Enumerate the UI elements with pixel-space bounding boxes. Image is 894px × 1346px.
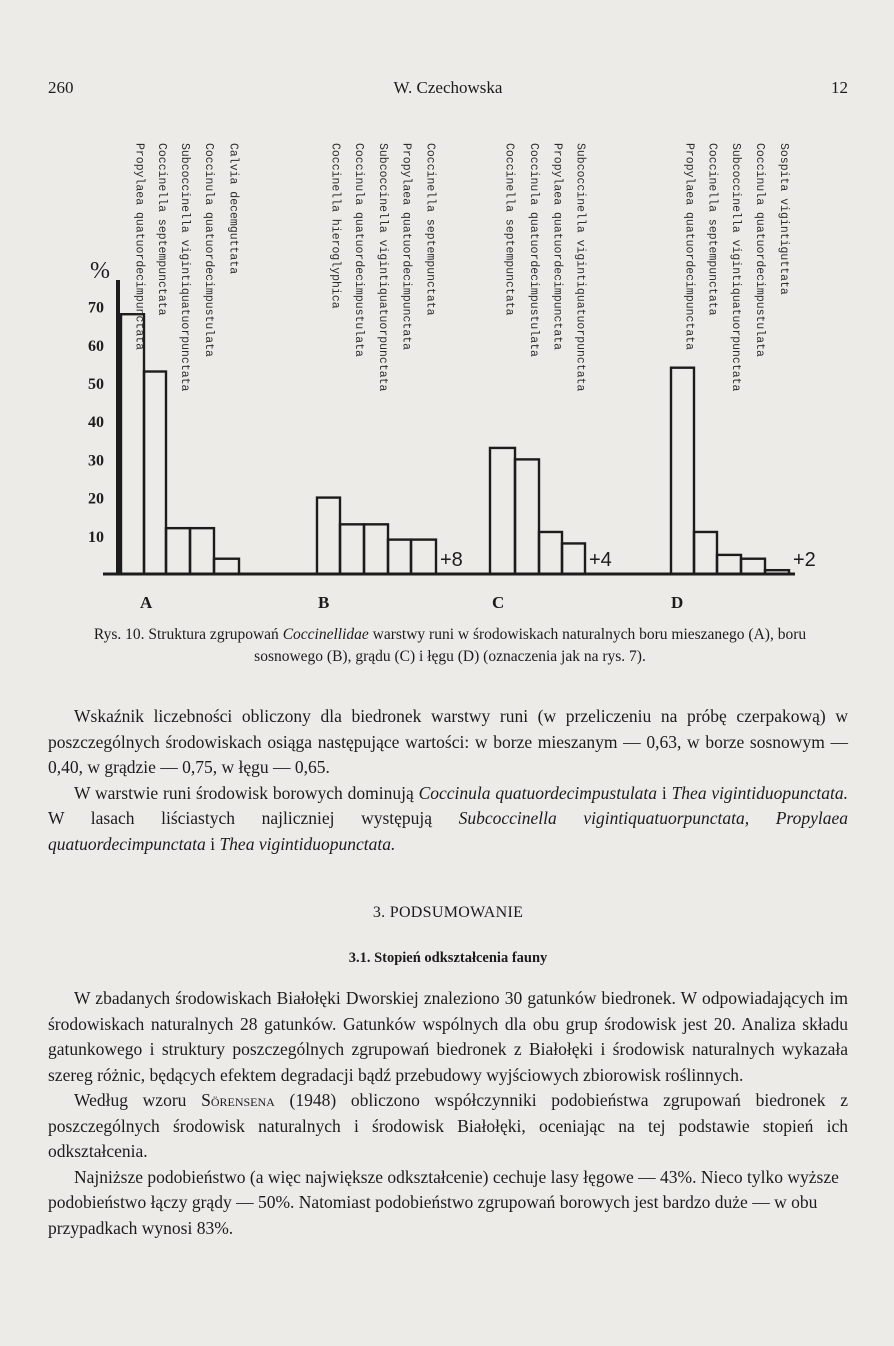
bar (765, 570, 789, 574)
running-author: W. Czechowska (393, 78, 503, 97)
species-label: Coccinella septempunctata (705, 143, 719, 316)
subsection-title: 3.1. Stopień odkształcenia fauny (348, 950, 548, 966)
bar (166, 528, 190, 574)
species-label: Coccinella septempunctata (155, 143, 168, 316)
remainder-label: +8 (440, 549, 463, 571)
paragraph-species-counts: W zbadanych środowiskach Białołęki Dworskiej znaleziono 30 gatunków biedronek. W odpowiadających im środowiskach naturalnych 28 gatunków. Gatunków wspólnych dla obu grup środowisk jest 20. Analiza składu gatunkowego i struktury poszczególnych zgrupowań biedronek z Białołęki i środowisk naturalnych wykazała szereg różnic, będących efektem degradacji bądź przebudowy wyjściowych zbiorowisk roślinnych. (48, 988, 848, 1085)
bar (515, 459, 539, 574)
y-tick-label: 20 (88, 490, 104, 508)
species-label: Coccinella septempunctata (502, 143, 516, 316)
group-label: A (140, 593, 153, 612)
species-label: Sospita vigintiguttata (777, 143, 790, 295)
y-tick-label: 50 (88, 375, 104, 393)
species-label: Coccinella hieroglyphica (328, 143, 342, 309)
species-label: Calvia decemguttata (226, 143, 240, 275)
species-label: Subcoccinella vigintiquatuorpunctata (376, 143, 389, 392)
page-number: 260 (48, 78, 74, 97)
issue-number: 12 (831, 78, 848, 97)
bar (562, 543, 585, 574)
group-label: D (671, 593, 684, 612)
bar (539, 532, 562, 574)
bar (144, 372, 166, 574)
species-label: Subcoccinella vigintiquatuorpunctata (573, 143, 587, 392)
results-text (48, 704, 848, 857)
species-label: Coccinula quatuordecimpustulata (527, 143, 540, 357)
species-label: Propylaea quatuordecimpunctata (550, 143, 564, 351)
bar (694, 532, 717, 574)
bar (741, 559, 765, 574)
paragraph-similarity: Najniższe podobieństwo (a więc największe odkształcenie) cechuje lasy łęgowe — 43%. Nieco tylko wyższe podobieństwo łączy grądy — 50%. Natomiast podobieństwo zgrupowań borowych jest bardzo duże — w obu przypadkach wynosi 83%. (48, 1166, 839, 1238)
species-label: Propylaea quatuordecimpunctata (132, 143, 146, 351)
bar (364, 524, 388, 574)
species-label: Subcoccinella vigintiquatuorpunctata (178, 143, 191, 392)
species-label: Coccinula quatuordecimpustulata (753, 143, 766, 357)
bar (317, 498, 340, 574)
bar (388, 540, 411, 574)
bar (411, 540, 436, 574)
y-tick-label: 40 (88, 414, 104, 432)
y-tick-label: 10 (88, 528, 104, 546)
y-tick-label: 30 (88, 452, 104, 470)
species-label: Coccinula quatuordecimpustulata (202, 143, 215, 357)
y-tick-label: 70 (88, 299, 104, 317)
species-label: Coccinula quatuordecimpustulata (352, 143, 365, 357)
coccinellidae-structure-chart (0, 0, 894, 620)
summary-text (48, 986, 848, 1241)
figure-caption: Rys. 10. Struktura zgrupowań Coccinellidae warstwy runi w środowiskach naturalnych boru mieszanego (A), boru sosnowego (B), grądu (C) i łęgu (D) (oznaczenia jak na rys. 7). (93, 626, 807, 665)
bar (340, 524, 364, 574)
y-unit-label: % (90, 258, 110, 284)
group-label: C (492, 593, 505, 612)
paragraph-abundance-index: Wskaźnik liczebności obliczony dla biedronek warstwy runi (w przeliczeniu na próbę czerpakową) w poszczególnych środowiskach osiąga następujące wartości: w borze mieszanym — 0,63, w borze sosnowym — 0,40, w grądzie — 0,75, w łęgu — 0,65. (48, 706, 848, 777)
y-tick-label: 60 (88, 337, 104, 355)
species-label: Propylaea quatuordecimpunctata (682, 143, 696, 351)
paragraph-dominant-species: W warstwie runi środowisk borowych dominują Coccinula quatuordecimpustulata i Thea vigintiduopunctata. W lasach liściastych najliczniej występują Subcoccinella vigintiquatuorpunctata, Propylaea quatuordecimpunctata i Thea vigintiduopunctata. (48, 782, 848, 854)
species-label: Propylaea quatuordecimpunctata (399, 143, 413, 351)
bar (214, 559, 239, 574)
paragraph-sorensen: Według wzoru Sörensena (1948) obliczono współczynniki podobieństwa zgrupowań biedronek z poszczególnych środowisk naturalnych i środowisk Białołęki, oceniając na tej podstawie stopień ich odkształcenia. (48, 1090, 849, 1161)
remainder-label: +4 (589, 549, 612, 571)
remainder-label: +2 (793, 549, 816, 571)
group-label: B (318, 593, 330, 612)
section-title: 3. PODSUMOWANIE (372, 904, 524, 921)
bar (490, 448, 515, 574)
bar (671, 368, 694, 574)
bar (190, 528, 214, 574)
bar (717, 555, 741, 574)
species-label: Subcoccinella vigintiquatuorpunctata (729, 143, 742, 392)
bar (121, 314, 144, 574)
species-label: Coccinella septempunctata (423, 143, 437, 316)
